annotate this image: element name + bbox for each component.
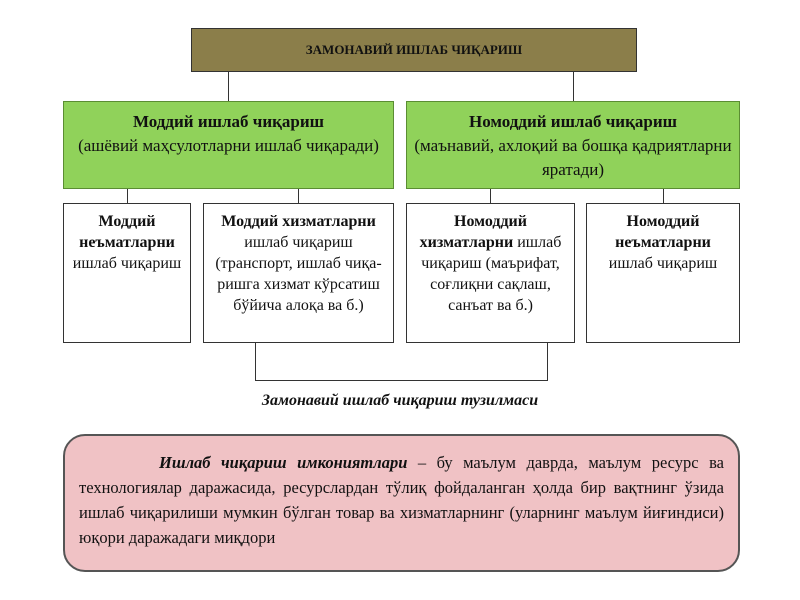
material-production-node xyxy=(63,101,394,189)
leaf-material-services xyxy=(203,203,394,343)
root-title: ЗАМОНАВИЙ ИШЛАБ ЧИҚАРИШ xyxy=(305,42,523,57)
nonmaterial-production-subtitle: (маънавий, ахлоқий ва бошқа қадриятларни яратади) xyxy=(414,136,732,179)
connector-root-material xyxy=(228,72,229,101)
diagram-caption: Замонавий ишлаб чиқариш тузилмаси xyxy=(261,392,539,409)
connector-root-nonmaterial xyxy=(573,72,574,101)
definition-term: Ишлаб чиқариш имкониятлари xyxy=(159,453,408,472)
definition-box xyxy=(63,434,740,572)
connector-nonmaterial-leaf3 xyxy=(490,189,491,203)
nonmaterial-production-title: Номоддий ишлаб чиқариш xyxy=(468,112,678,131)
leaf-nonmaterial-goods-bold: Номоддий неъматларни xyxy=(615,213,711,251)
connector-material-leaf2 xyxy=(298,189,299,203)
leaf-material-goods xyxy=(63,203,191,343)
material-production-title: Моддий ишлаб чиқариш xyxy=(132,112,325,131)
leaf-material-goods-bold: Моддий неъматларни xyxy=(79,213,175,251)
leaf-material-services-bold: Моддий хизматларни xyxy=(221,213,376,230)
connector-nonmaterial-leaf4 xyxy=(663,189,664,203)
leaf-nonmaterial-goods-rest: ишлаб чиқариш xyxy=(608,255,718,272)
bracket-left xyxy=(255,343,256,380)
leaf-material-services-rest: ишлаб чиқариш (транспорт, ишлаб чиқа-ришга хизмат кўрсатиш бўйича алоқа ва б.) xyxy=(215,234,382,314)
nonmaterial-production-node xyxy=(406,101,740,189)
leaf-nonmaterial-services xyxy=(406,203,575,343)
leaf-nonmaterial-services-rest: ишлаб чиқариш (маърифат, соғлиқни сақлаш, санъат ва б.) xyxy=(421,234,562,314)
leaf-nonmaterial-services-bold: Номоддий хизматларни xyxy=(419,213,527,251)
connector-material-leaf1 xyxy=(127,189,128,203)
leaf-material-goods-rest: ишлаб чиқариш xyxy=(72,255,182,272)
leaf-nonmaterial-goods xyxy=(586,203,740,343)
material-production-subtitle: (ашёвий маҳсулотларни ишлаб чиқаради) xyxy=(78,136,379,155)
bracket-right xyxy=(547,343,548,380)
definition-text: – бу маълум даврда, маълум ресурс ва технологиялар даражасида, ресурслардан тўлиқ фойдаланган ҳолда бир вақтнинг ўзида ишлаб чиқарилиши мумкин бўлган товар ва хизматларнинг (уларнинг маълум йиғиндиси) юқори даражадаги миқдори xyxy=(79,453,724,547)
root-node xyxy=(191,28,637,72)
bracket-bottom xyxy=(255,380,548,381)
